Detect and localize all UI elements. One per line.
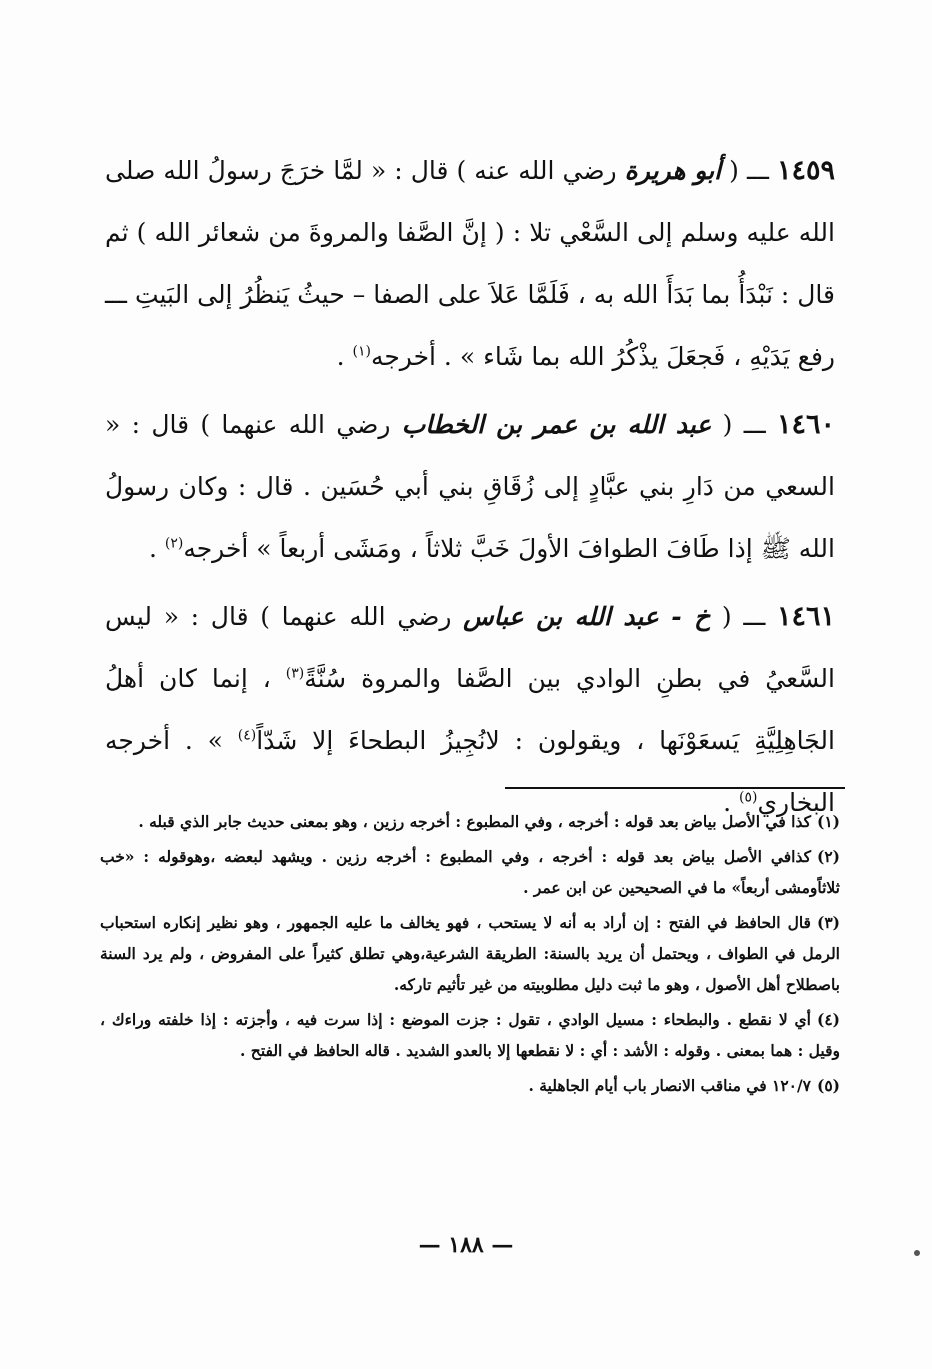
footnote-text: أي لا نقطع . والبطحاء : مسيل الوادي ، تقول : جزت الموضع : إذا سرت فيه ، وأجزته : إذا خلفته وراءك ، وقيل : هما بمعنى . وقوله : الأشد : أي : لا نقطعها إلا بالعدو الشديد . قاله الحافظ في الفتح . bbox=[100, 1010, 840, 1060]
footnote-3 bbox=[100, 907, 840, 1000]
hadith-text-end: . bbox=[336, 342, 353, 371]
hadith-text: رضي الله عنهما ) قال : « ليس السَّعيُ في بطنِ الوادي بين الصَّفا والمروة سُنَّةً bbox=[105, 602, 835, 693]
hadith-text-end: » . أخرجه البخاري bbox=[105, 726, 835, 817]
hadith-text: رضي الله عنه ) قال : « لمَّا خرَجَ رسولُ الله صلى الله عليه وسلم إلى السَّعْي تلا : ( إنَّ الصَّفا والمروةَ من شعائر الله ) ثم قال : نَبْدَأُ بما بَدَأَ الله به ، فَلَمَّا عَلاَ على الصفا – حيثُ يَنظُرُ إلى البَيتِ ـــ رفع يَدَيْهِ ، فَجعَلَ يذْكُرُ الله بما شَاء » . أخرجه bbox=[105, 156, 835, 371]
hadith-narrator: خ - عبد الله بن عباس bbox=[463, 602, 711, 631]
footnote-mark: (١) bbox=[816, 812, 840, 831]
hadith-number: ١٤٥٩ bbox=[776, 155, 835, 186]
hadith-number: ١٤٦١ bbox=[776, 601, 835, 632]
footnote-ref: (٤) bbox=[237, 727, 257, 744]
footnotes bbox=[100, 806, 840, 1105]
footnote-ref: (٥) bbox=[739, 789, 758, 806]
hadith-text: رضي الله عنهما ) قال : « السعي من دَارِ بني عبَّادٍ إلى زُقَاقِ بني أبي حُسَين . قال : وكان رسولُ الله ﷺ إذا طَافَ الطوافَ الأولَ خَبَّ ثلاثاً ، ومَشَى أربعاً » أخرجه bbox=[105, 410, 835, 563]
hadith-1459 bbox=[105, 140, 835, 388]
footnote-mark: (٣) bbox=[816, 913, 840, 932]
hadith-narrator: عبد الله بن عمر بن الخطاب bbox=[401, 410, 712, 439]
hadith-text-mid: ، إنما كان أهلُ الجَاهِلِيَّةِ يَسعَوْنَها ، ويقولون : لانُجِيزُ البطحاءَ إلا شَدّاً bbox=[105, 664, 835, 755]
scan-speck bbox=[914, 1250, 920, 1256]
hadith-narrator: أبو هريرة bbox=[624, 156, 722, 185]
hadith-dash: ـــ ( bbox=[711, 410, 777, 439]
footnote-text: قال الحافظ في الفتح : إن أراد به أنه لا يستحب ، فهو يخالف ما عليه الجمهور ، وهو نظير إنكاره استحباب الرمل في الطواف ، ويحتمل أن يريد بالسنة: الطريقة الشرعية،وهي تطلق كثيراً على المفروض ، ولم يرد السنة باصطلاح أهل الأصول ، وهو ما ثبت دليل مطلوبيته من غير تأثيم تاركه. bbox=[100, 913, 840, 994]
footnote-divider bbox=[505, 787, 845, 789]
hadith-text-end: . bbox=[148, 534, 165, 563]
footnote-1 bbox=[100, 806, 840, 837]
hadith-dash: ـــ ( bbox=[721, 156, 777, 185]
footnote-ref: (٣) bbox=[285, 665, 305, 682]
hadith-number: ١٤٦٠ bbox=[776, 409, 835, 440]
footnote-mark: (٥) bbox=[816, 1076, 840, 1095]
footnote-text: كذا في الأصل بياض بعد قوله : أخرجه ، وفي المطبوع : أخرجه رزين ، وهو بمعنى حديث جابر الذي قبله . bbox=[138, 812, 811, 831]
hadith-1460 bbox=[105, 394, 835, 580]
footnote-4 bbox=[100, 1004, 840, 1066]
footnote-2 bbox=[100, 841, 840, 903]
footnote-ref: (١) bbox=[352, 343, 371, 360]
footnote-mark: (٢) bbox=[816, 847, 840, 866]
page-number: — ١٨٨ — bbox=[418, 1232, 514, 1258]
footnote-mark: (٤) bbox=[816, 1010, 840, 1029]
footnote-text: كذافي الأصل بياض بعد قوله : أخرجه ، وفي المطبوع : أخرجه رزين . ويشهد لبعضه ،وهوقوله : «خب ثلاثاًومشى أربعاً» ما في الصحيحين عن ابن عمر . bbox=[100, 847, 840, 897]
main-text bbox=[105, 140, 835, 840]
footnote-ref: (٢) bbox=[164, 535, 184, 552]
footnote-text: ١٢٠/٧ في مناقب الانصار باب أيام الجاهلية . bbox=[528, 1076, 811, 1095]
hadith-dash: ـــ ( bbox=[710, 602, 777, 631]
hadith-text-final: . bbox=[723, 788, 740, 817]
hadith-1461 bbox=[105, 586, 835, 834]
footnote-5 bbox=[100, 1070, 840, 1101]
